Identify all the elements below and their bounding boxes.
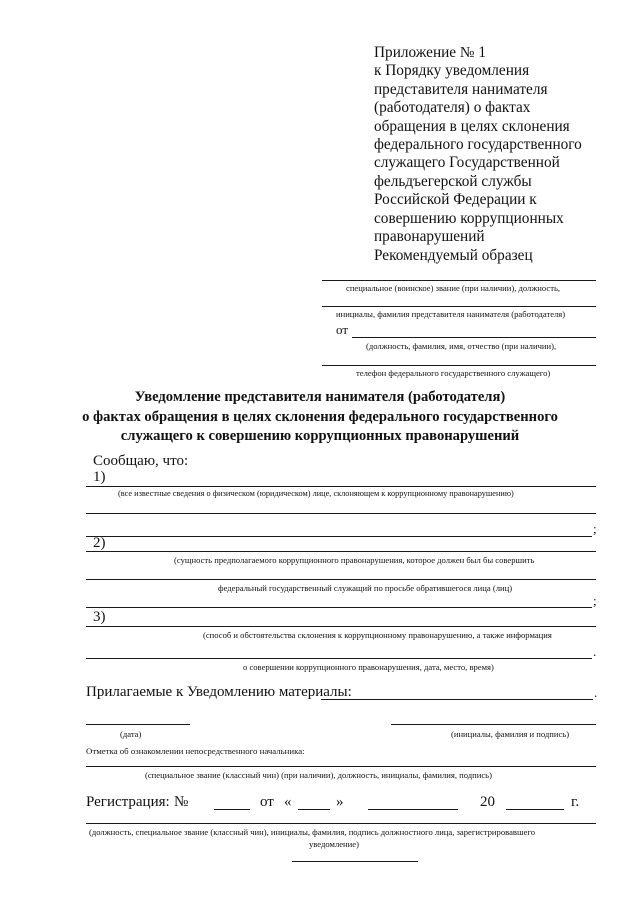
item-2-caption-2: федеральный государственный служащий по просьбе обратившегося лица (лиц): [218, 583, 513, 593]
appendix-block: [374, 44, 624, 246]
appendix-line: фельдъегерской службы: [374, 172, 532, 190]
registration-caption-2: уведомление): [309, 839, 359, 849]
registration-quote-close: »: [336, 794, 344, 810]
attached-materials-label: Прилагаемые к Уведомлению материалы:: [86, 684, 352, 700]
signature-line[interactable]: [391, 724, 596, 725]
item-3-end: .: [593, 644, 597, 659]
date-line[interactable]: [86, 724, 190, 725]
signature-caption: (инициалы, фамилия и подпись): [451, 729, 570, 739]
registration-year-prefix: 20: [480, 794, 495, 810]
item-1-line-3[interactable]: [86, 536, 592, 537]
addressee-line-4[interactable]: [322, 365, 596, 366]
addressee-line-2[interactable]: [322, 306, 596, 307]
registration-month-line[interactable]: [368, 809, 458, 810]
registration-caption-1: (должность, специальное звание (классный чин), инициалы, фамилия, подпись должностного лица, зарегистрировавшего: [89, 827, 535, 837]
item-3-line-2[interactable]: [86, 658, 592, 659]
item-1-end: ;: [593, 521, 597, 536]
item-1-line-2[interactable]: [86, 513, 596, 514]
document-title: [0, 388, 640, 447]
date-caption: (дата): [120, 729, 142, 739]
registration-number-line[interactable]: [214, 809, 250, 810]
appendix-line: представителя нанимателя: [374, 80, 548, 98]
addressee-caption-4: телефон федерального государственного служащего): [356, 368, 551, 378]
item-2-line-2[interactable]: [86, 579, 596, 580]
bottom-separator-line: [292, 861, 418, 862]
registration-day-line[interactable]: [298, 809, 330, 810]
acknowledgement-label: Отметка об ознакомлении непосредственного начальника:: [86, 746, 305, 756]
item-2-line-3[interactable]: [86, 607, 592, 608]
title-line-2: о фактах обращения в целях склонения федерального государственного: [82, 408, 558, 425]
appendix-line: федерального государственного: [374, 136, 582, 154]
appendix-line: к Порядку уведомления: [374, 62, 530, 80]
item-3-caption-1: (способ и обстоятельства склонения к коррупционному правонарушению, а также информация: [203, 630, 552, 640]
item-3-line-1[interactable]: [86, 626, 596, 627]
appendix-line: Приложение № 1: [374, 44, 486, 61]
item-2-caption-1: (сущность предполагаемого коррупционного правонарушения, которое должен был бы совершить: [174, 555, 535, 565]
registration-number-sign: №: [174, 794, 189, 810]
acknowledgement-line[interactable]: [86, 766, 596, 767]
addressee-caption-1: специальное (воинское) звание (при наличии), должность,: [346, 283, 561, 293]
registration-from: от: [260, 794, 274, 810]
title-line-1: Уведомление представителя нанимателя (работодателя): [134, 389, 506, 405]
from-label: от: [336, 322, 349, 337]
appendix-line: правонарушений: [374, 228, 485, 246]
report-intro: Сообщаю, что:: [93, 453, 189, 469]
registration-label: Регистрация:: [86, 794, 170, 810]
attached-materials-end: .: [594, 685, 598, 700]
recommended-sample-label: Рекомендуемый образец: [374, 247, 533, 264]
title-line-3: служащего к совершению коррупционных правонарушений: [120, 428, 520, 444]
registration-quote-open: «: [284, 794, 292, 810]
addressee-caption-2: инициалы, фамилия представителя нанимателя (работодателя): [336, 309, 566, 319]
acknowledgement-caption: (специальное звание (классный чин) (при наличии), должность, инициалы, фамилия, подпись): [145, 770, 492, 780]
item-2-end: ;: [593, 593, 597, 608]
appendix-line: Российской Федерации к: [374, 191, 537, 209]
item-3-caption-2: о совершении коррупционного правонарушения, дата, место, время): [243, 662, 494, 672]
item-1-line-1[interactable]: [86, 486, 596, 487]
addressee-line-1[interactable]: [322, 280, 596, 281]
attached-materials-line[interactable]: [321, 699, 593, 700]
registration-year-suffix: г.: [571, 794, 580, 810]
item-1-caption: (все известные сведения о физическом (юридическом) лице, склоняющем к коррупционному правонарушению): [118, 489, 514, 498]
registration-year-line[interactable]: [506, 809, 564, 810]
item-2-line-1[interactable]: [86, 551, 596, 552]
appendix-line: обращения в целях склонения: [374, 117, 570, 135]
appendix-line: совершению коррупционных: [374, 209, 564, 227]
addressee-caption-3: (должность, фамилия, имя, отчество (при наличии),: [366, 341, 557, 351]
item-3-number: 3): [93, 609, 106, 625]
item-1-number: 1): [93, 469, 106, 485]
from-line[interactable]: [352, 337, 596, 338]
appendix-line: (работодателя) о фактах: [374, 99, 531, 117]
appendix-line: служащего Государственной: [374, 154, 560, 172]
registration-official-line[interactable]: [86, 823, 596, 824]
item-2-number: 2): [93, 535, 106, 551]
